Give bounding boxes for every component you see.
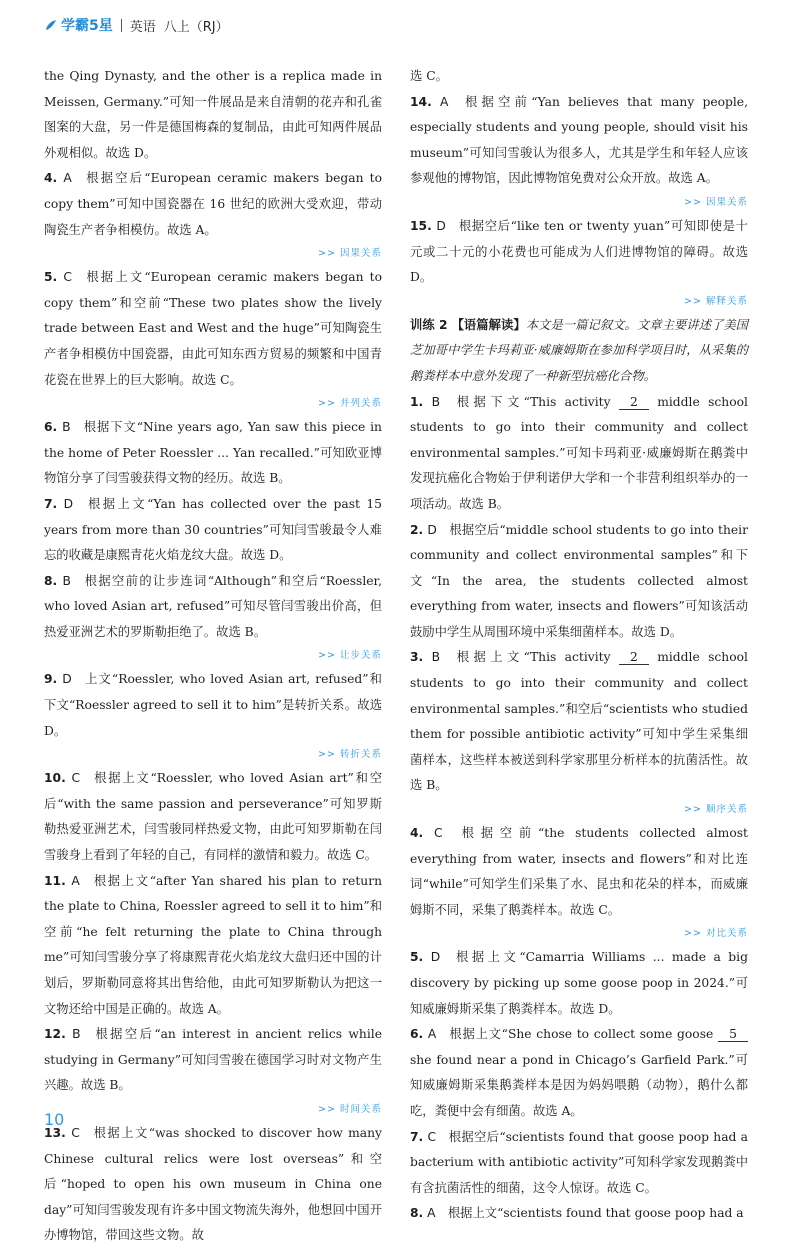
answer-item bbox=[410, 1201, 748, 1227]
explanation-text-cont: middle school students to go into their community and collect environmental samples.”和空后“scientists who studied them for possible antibiotic activity”可知中学生采集细菌样本，这些样本被送到科学家那里分析样本的抗菌活性。故选 B。 bbox=[410, 650, 748, 793]
item-number: 12. bbox=[44, 1027, 66, 1042]
item-number: 5. bbox=[410, 950, 424, 965]
continuation-text: the Qing Dynasty, and the other is a replica made in Meissen, Germany.”可知一件展品是来自清朝的花卉和孔雀图案的大盘，另一件是德国梅森的复制品，由此可知两件展品外观相似。故选 D。 bbox=[44, 69, 382, 160]
answer-item bbox=[410, 945, 748, 1022]
blank-number: 2 bbox=[619, 395, 649, 410]
item-number: 6. bbox=[44, 420, 58, 435]
answer-item bbox=[44, 869, 382, 1023]
item-number: 4. bbox=[44, 171, 58, 186]
answer-item bbox=[410, 518, 748, 646]
explanation-text-cont: she found near a pond in Chicago’s Garfield Park.”可知威廉姆斯采集鹅粪样本是因为妈妈喂鹅（动物），鹅什么都吃，粪便中会有细菌。故选 A。 bbox=[410, 1052, 748, 1118]
answer-item bbox=[44, 492, 382, 569]
answer-item bbox=[410, 214, 748, 291]
explanation-text: 根据上文“Roessler, who loved Asian art”和空后“with the same passion and perseverance”可知罗斯勒热爱亚洲艺术，闫雪骏同样热爱文物，由此可知罗斯勒在闫雪骏身上看到了年轻的自己，有同样的激情和毅力。故选 C。 bbox=[44, 771, 382, 863]
header-divider bbox=[121, 19, 122, 32]
relation-tag-label: 顺序关系 bbox=[705, 804, 748, 816]
relation-tag: >> 解释关系 bbox=[684, 295, 748, 307]
right-column bbox=[410, 64, 748, 1227]
continuation-text-right: 选 C。 bbox=[410, 69, 448, 83]
brand-name: 学霸5星 bbox=[61, 18, 113, 34]
answer-list-right-b bbox=[410, 390, 748, 1227]
answer-item bbox=[410, 90, 748, 192]
training-label: 训练 2 bbox=[410, 317, 448, 332]
answer-key: B bbox=[431, 650, 441, 665]
item-number: 3. bbox=[410, 650, 424, 665]
answer-key: A bbox=[427, 1027, 437, 1042]
relation-tag: >> 因果关系 bbox=[318, 248, 382, 260]
book-label: 八上（RJ） bbox=[163, 19, 229, 35]
relation-tag: >> 并列关系 bbox=[318, 398, 382, 410]
relation-tag: >> 对比关系 bbox=[684, 928, 748, 940]
explanation-text: 根据空后“European ceramic makers began to copy them”可知中国瓷器在 16 世纪的欧洲大受欢迎，带动陶瓷生产者争相模仿。故选 A。 bbox=[44, 171, 382, 237]
answer-key: C bbox=[71, 771, 81, 786]
blank-number: 5 bbox=[718, 1027, 748, 1042]
item-number: 7. bbox=[410, 1129, 424, 1144]
explanation-text: 根据下文“Nine years ago, Yan saw this piece in the home of Peter Roessler ... Yan recalled.”可知欧亚博物馆分享了闫雪骏获得文物的经历。故选 B。 bbox=[44, 420, 382, 486]
explanation-text: 根据上文“European ceramic makers began to copy them”和空前“These two plates show the lively trade between East and West and the huge”可知陶瓷生产者争相模仿中国瓷器，由此可知东西方贸易的频繁和中国青花瓷在世界上的巨大影响。故选 C。 bbox=[44, 270, 382, 387]
page-header bbox=[44, 12, 229, 38]
answer-key: A bbox=[439, 94, 449, 109]
answer-item bbox=[410, 645, 748, 799]
answer-key: C bbox=[71, 1125, 80, 1140]
answer-item bbox=[44, 766, 382, 868]
item-number: 15. bbox=[410, 218, 432, 233]
answer-item bbox=[410, 1125, 748, 1202]
item-number: 4. bbox=[410, 826, 424, 841]
answer-key: C bbox=[63, 270, 72, 285]
answer-item bbox=[410, 390, 748, 518]
relation-tag-label: 因果关系 bbox=[705, 196, 748, 208]
answer-item bbox=[44, 415, 382, 492]
reading-analysis-label: 【语篇解读】 bbox=[451, 317, 526, 332]
explanation-text: 根据空前“the students collected almost everything from water, insects and flowers”和对比连词“while”可知学生们采集了水、昆虫和花朵的样本，而威廉姆斯不同，采集了鹅粪样本。故选 C。 bbox=[410, 826, 748, 917]
answer-key: C bbox=[427, 1129, 437, 1144]
answer-key: B bbox=[62, 573, 71, 588]
explanation-text: 根据上文“Camarria Williams ... made a big discovery by picking up some goose poop in 2024.”可知威廉姆斯采集了鹅粪样本。故选 D。 bbox=[410, 950, 748, 1016]
answer-list-right-a bbox=[410, 90, 748, 313]
item-number: 14. bbox=[410, 94, 432, 109]
relation-tag: >> 顺序关系 bbox=[684, 804, 748, 816]
page-number: 10 bbox=[44, 1110, 65, 1129]
explanation-text: 根据空后“middle school students to go into their community and collect environmental samples”和下文“In the area, the students collected almost everything from water, insects and flowers”可知该活动鼓励中学生从周围环境中采集细菌样本。故选 D。 bbox=[410, 522, 748, 639]
relation-tag: >> 让步关系 bbox=[318, 650, 382, 662]
answer-key: B bbox=[431, 394, 441, 409]
explanation-text: 根据上文“Yan has collected over the past 15 years from more than 30 countries”可知闫雪骏最令人难忘的收藏是康熙青花火焰龙纹大盘。故选 D。 bbox=[44, 496, 382, 563]
explanation-text: 根据空前的让步连词“Although”和空后“Roessler, who loved Asian art, refused”可知尽管闫雪骏出价高，但热爱亚洲艺术的罗斯勒拒绝了。故选 B。 bbox=[44, 573, 382, 639]
item-number: 8. bbox=[410, 1206, 424, 1221]
relation-tag-label: 因果关系 bbox=[339, 248, 382, 260]
answer-key: B bbox=[62, 420, 71, 435]
explanation-text-cont: middle school students to go into their community and collect environmental samples.”可知卡玛莉亚·威廉姆斯在鹅粪中发现抗癌化合物始于伊利诺伊大学和一个非营利组织举办的一项活动。故选 B。 bbox=[410, 394, 748, 511]
answer-key: D bbox=[63, 496, 74, 511]
relation-tag-label: 转折关系 bbox=[339, 749, 382, 761]
item-number: 8. bbox=[44, 573, 58, 588]
relation-tag-label: 解释关系 bbox=[705, 295, 748, 307]
item-number: 5. bbox=[44, 270, 58, 285]
relation-tag-label: 并列关系 bbox=[339, 398, 382, 410]
relation-tag: >> 转折关系 bbox=[318, 749, 382, 761]
answer-key: D bbox=[427, 522, 437, 537]
explanation-text: 根据空前“Yan believes that many people, especially students and young people, should visit his museum”可知闫雪骏认为很多人，尤其是学生和年轻人应该参观他的博物馆，因此博物馆免费对公众开放。故选 A。 bbox=[410, 94, 748, 186]
subject-label: 英语 bbox=[129, 19, 156, 35]
answer-list-left bbox=[44, 166, 382, 1249]
item-number: 10. bbox=[44, 771, 66, 786]
answer-item bbox=[44, 667, 382, 744]
relation-tag: >> 因果关系 bbox=[684, 196, 748, 208]
explanation-text: 根据下文“This activity bbox=[452, 394, 611, 409]
item-number: 2. bbox=[410, 522, 424, 537]
explanation-text: 根据上文“was shocked to discover how many Chinese cultural relics were lost overseas”和空后“hoped to open his own museum in China one day”可知闫雪骏发现有许多中国文物流失海外，他想回中国开办博物馆，带回这些文物。故 bbox=[44, 1125, 382, 1243]
item-number: 1. bbox=[410, 394, 424, 409]
relation-tag: >> 时间关系 bbox=[318, 1103, 382, 1115]
training-intro bbox=[410, 313, 748, 390]
answer-key: D bbox=[436, 218, 446, 233]
item-number: 9. bbox=[44, 672, 58, 687]
training-summary: 本文是一篇记叙文。文章主要讲述了美国芝加哥中学生卡玛莉亚·威廉姆斯在参加科学项目时，从采集的鹅粪样本中意外发现了一种新型抗癌化合物。 bbox=[410, 317, 748, 383]
explanation-text: 根据空后“an interest in ancient relics while studying in Germany”可知闫雪骏在德国学习时对文物产生兴趣。故选 B。 bbox=[44, 1027, 382, 1093]
left-column bbox=[44, 64, 382, 1249]
explanation-text: 根据空后“like ten or twenty yuan”可知即使是十元或二十元的小花费也可能成为人们进博物馆的障碍。故选 D。 bbox=[410, 218, 748, 285]
answer-item bbox=[410, 821, 748, 923]
relation-tag-label: 时间关系 bbox=[339, 1103, 382, 1115]
answer-item bbox=[44, 1022, 382, 1099]
answer-item bbox=[44, 569, 382, 646]
brand-icon bbox=[44, 18, 58, 32]
relation-tag-label: 让步关系 bbox=[339, 650, 382, 662]
answer-key: D bbox=[430, 950, 441, 965]
answer-key: D bbox=[62, 672, 72, 687]
item-number: 13. bbox=[44, 1125, 66, 1140]
answer-key: C bbox=[433, 826, 443, 841]
item-number: 11. bbox=[44, 873, 66, 888]
answer-key: A bbox=[71, 873, 80, 888]
explanation-text: 根据上文“after Yan shared his plan to return the plate to China, Roessler agreed to sell it to him”和空前“he felt returning the plate to China through me”可知闫雪骏分享了将康熙青花火焰龙纹大盘归还中国的计划后，罗斯勒同意将其出售给他，由此可知罗斯勒认为把这一文物还给中国是正确的。故选 A。 bbox=[44, 873, 382, 1016]
explanation-text: 根据上文“scientists found that goose poop had a bbox=[447, 1206, 744, 1221]
brand-logo bbox=[44, 15, 113, 35]
item-number: 6. bbox=[410, 1027, 424, 1042]
blank-number: 2 bbox=[619, 650, 649, 665]
explanation-text: 根据上文“She chose to collect some goose bbox=[448, 1027, 714, 1042]
answer-key: A bbox=[427, 1206, 436, 1221]
explanation-text: 根据空后“scientists found that goose poop had a bacterium with antibiotic activity”可知科学家发现鹅粪中有含抗菌活性的细菌，这令人惊讶。故选 C。 bbox=[410, 1129, 748, 1195]
answer-key: B bbox=[72, 1027, 81, 1042]
answer-item bbox=[44, 265, 382, 393]
answer-item bbox=[44, 1121, 382, 1249]
explanation-text: 根据上文“This activity bbox=[452, 650, 611, 665]
answer-key: A bbox=[63, 171, 72, 186]
explanation-text: 上文“Roessler, who loved Asian art, refused”和下文“Roessler agreed to sell it to him”是转折关系。故选 D。 bbox=[44, 672, 382, 738]
item-number: 7. bbox=[44, 496, 58, 511]
relation-tag-label: 对比关系 bbox=[705, 928, 748, 940]
answer-item bbox=[44, 166, 382, 243]
answer-item bbox=[410, 1022, 748, 1124]
